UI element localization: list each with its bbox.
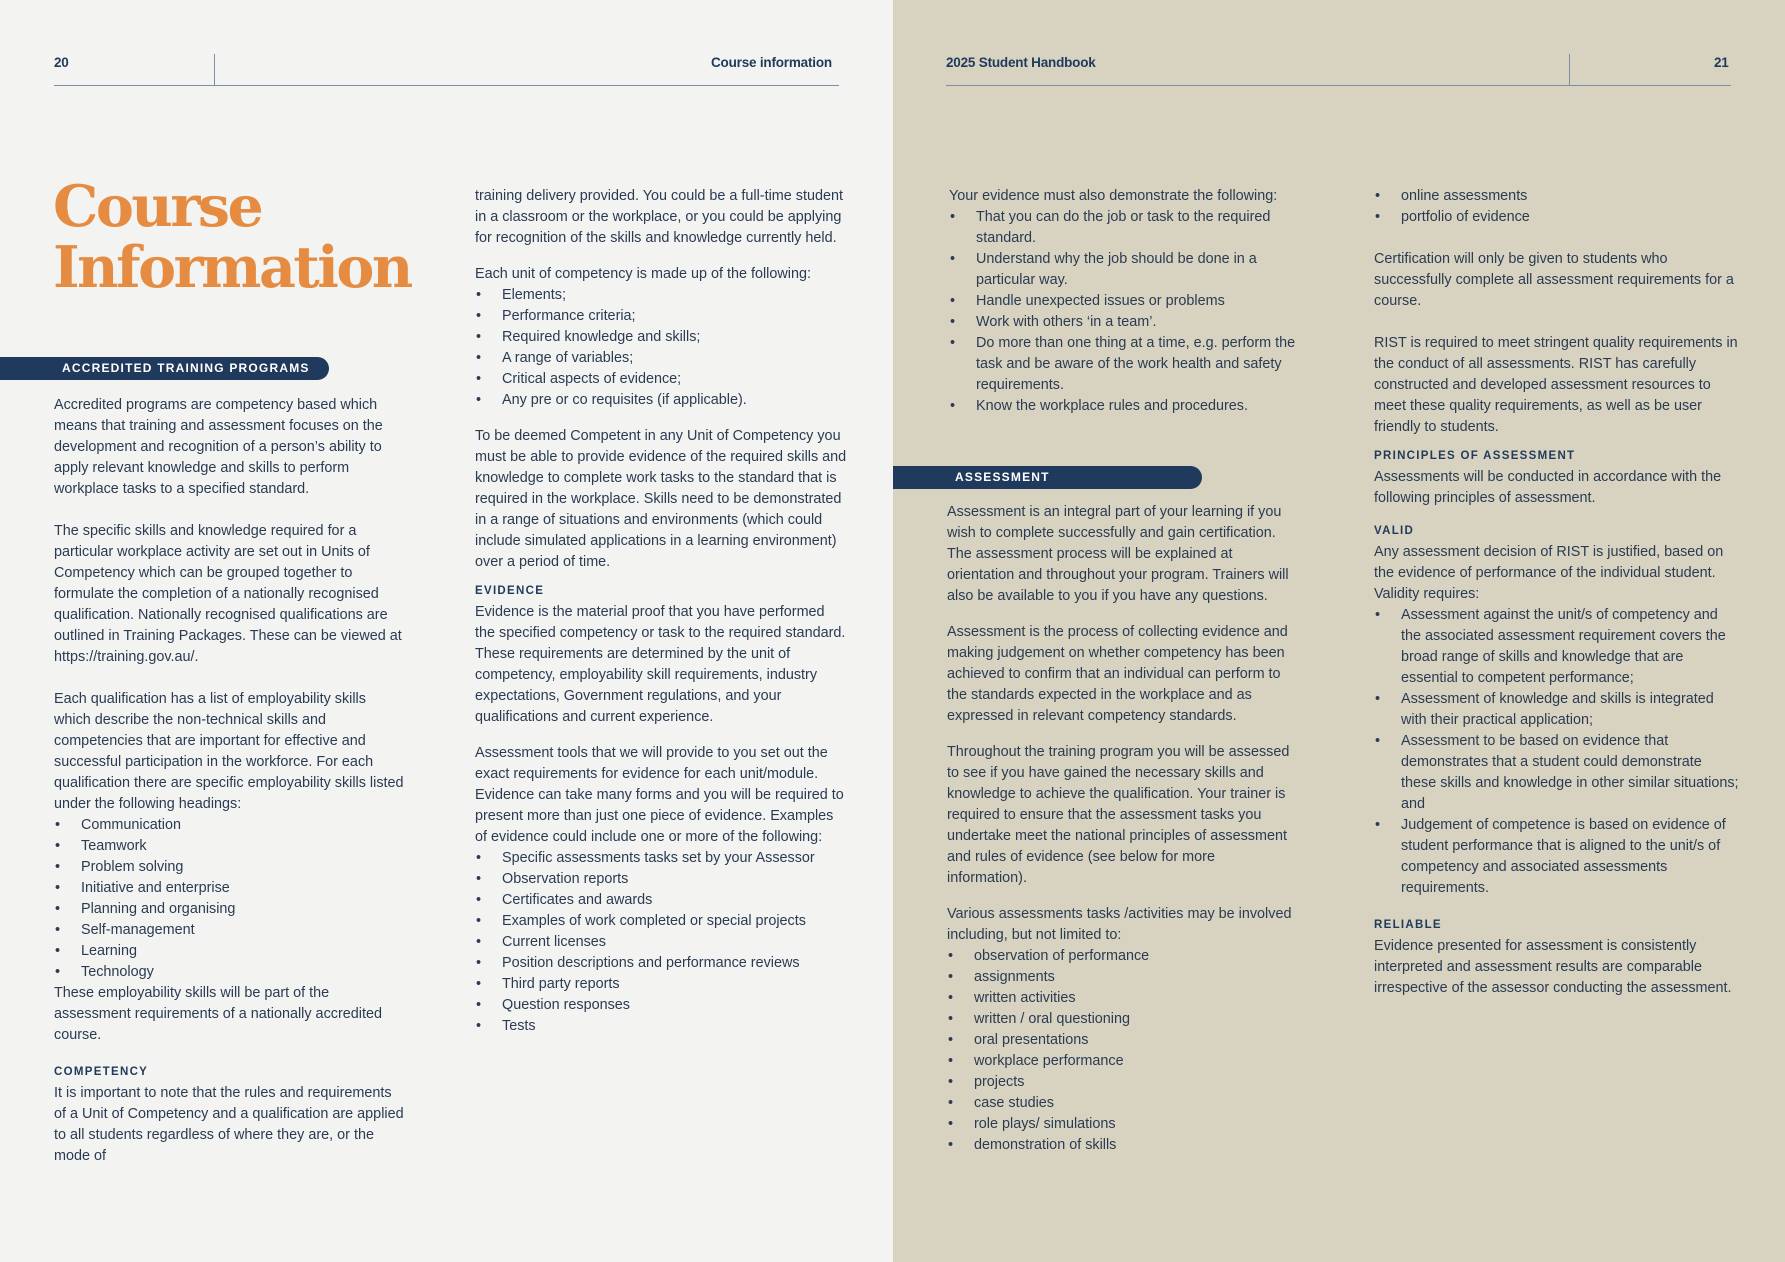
list-item: • assignments (947, 967, 1297, 988)
evidence-examples-list (475, 848, 847, 1037)
list-item: • Any pre or co requisites (if applicable). (475, 390, 847, 411)
skills-knowledge-para: The specific skills and knowledge required for a particular workplace activity are set out in Units of Competency which can be grouped together to formulate the completion of a nationally recognised qualification. Nationally recognised qualifications are outlined in Training Packages. These can be viewed at https://training.gov.au/. (54, 523, 402, 665)
page-number-right: 21 (1714, 55, 1729, 70)
reliable-heading: RELIABLE (1374, 919, 1442, 931)
running-header-right: 2025 Student Handbook (946, 55, 1096, 70)
list-item: • Observation reports (475, 869, 847, 890)
right-page (893, 0, 1785, 1262)
list-item: • written / oral questioning (947, 1009, 1297, 1030)
list-item: • Certificates and awards (475, 890, 847, 911)
list-item: • A range of variables; (475, 348, 847, 369)
competent-para: To be deemed Competent in any Unit of Competency you must be able to provide evidence of the required skills and knowledge to complete work tasks to the standard that is required in the workplace. Skills need to be demonstrated in a range of situations and environments (which could include simulated applications in a learning environment) over a period of time. (475, 428, 847, 570)
page-number-left: 20 (54, 55, 69, 70)
header-tick-left (214, 54, 215, 86)
left-column-1 (54, 395, 404, 1167)
assessment-forms-list (1374, 186, 1739, 228)
list-item: • Handle unexpected issues or problems (949, 291, 1299, 312)
list-item: • Elements; (475, 285, 847, 306)
list-item: • Technology (54, 962, 404, 983)
list-item: • Third party reports (475, 974, 847, 995)
list-item: • online assessments (1374, 186, 1739, 207)
right-column-2 (1374, 186, 1739, 999)
list-item: • Performance criteria; (475, 306, 847, 327)
list-item: • demonstration of skills (947, 1135, 1297, 1156)
accredited-intro: Accredited programs are competency based which means that training and assessment focuses on the development and recognition of a person’s ability to apply relevant knowledge and skills to perform workplace tasks to a specified standard. (54, 397, 383, 497)
header-rule-right (946, 85, 1731, 86)
right-column-1-lower (947, 502, 1297, 1156)
list-item: • Assessment to be based on evidence that demonstrates that a student could demonstrate these skills and knowledge in other similar situations; and (1374, 731, 1739, 815)
left-column-2 (475, 186, 847, 1037)
list-item: • Question responses (475, 995, 847, 1016)
list-item: • Learning (54, 941, 404, 962)
activities-intro: Various assessments tasks /activities may be involved including, but not limited to: (947, 906, 1292, 943)
list-item: • Assessment of knowledge and skills is integrated with their practical application; (1374, 689, 1739, 731)
list-item: • Do more than one thing at a time, e.g. perform the task and be aware of the work health and safety requirements. (949, 333, 1299, 396)
assessment-process-para: Assessment is the process of collecting evidence and making judgement on whether competency has been achieved to confirm that an individual can perform to the standards expected in the workplace and as expressed in relevant competency standards. (947, 624, 1288, 724)
quality-para: RIST is required to meet stringent quality requirements in the conduct of all assessments. RIST has carefully constructed and developed assessment resources to meet these quality requirements, as well as be user friendly to students. (1374, 335, 1738, 435)
page-title (53, 173, 411, 301)
employability-para: Each qualification has a list of employability skills which describe the non-technical skills and competencies that are important for effective and successful participation in the workforce. For each qualification there are specific employability skills listed under the following headings: (54, 691, 404, 812)
delivery-para: training delivery provided. You could be a full-time student in a classroom or the workplace, or you could be applying for recognition of the skills and knowledge currently held. (475, 188, 843, 246)
assessment-intro: Assessment is an integral part of your learning if you wish to complete successfully and gain certification. The assessment process will be explained at orientation and throughout your program. Trainers will also be available to you if you have any questions. (947, 504, 1289, 604)
reliable-para: Evidence presented for assessment is consistently interpreted and assessment results are comparable irrespective of the assessor conducting the assessment. (1374, 938, 1732, 996)
list-item: • Communication (54, 815, 404, 836)
list-item: • That you can do the job or task to the required standard. (949, 207, 1299, 249)
competency-heading: COMPETENCY (54, 1066, 149, 1078)
list-item: • Know the workplace rules and procedures. (949, 396, 1299, 417)
list-item: • written activities (947, 988, 1297, 1009)
list-item: • Teamwork (54, 836, 404, 857)
list-item: • role plays/ simulations (947, 1114, 1297, 1135)
demonstrate-list (949, 207, 1299, 417)
list-item: • case studies (947, 1093, 1297, 1114)
evidence-heading: EVIDENCE (475, 585, 545, 597)
list-item: • Initiative and enterprise (54, 878, 404, 899)
list-item: • Work with others ‘in a team’. (949, 312, 1299, 333)
list-item: • Specific assessments tasks set by your Assessor (475, 848, 847, 869)
title-line-1: Course (53, 173, 262, 240)
valid-heading: VALID (1374, 525, 1415, 537)
section-band-accredited: ACCREDITED TRAINING PROGRAMS (0, 357, 329, 380)
list-item: • Self-management (54, 920, 404, 941)
list-item: • Required knowledge and skills; (475, 327, 847, 348)
list-item: • Planning and organising (54, 899, 404, 920)
evidence-para: Evidence is the material proof that you have performed the specified competency or task to the required standard. These requirements are determined by the unit of competency, employability skill requirements, industry expectations, Government regulations, and your qualifications and current experience. (475, 604, 846, 725)
right-column-1 (949, 186, 1299, 417)
certification-para: Certification will only be given to students who successfully complete all assessment requirements for a course. (1374, 251, 1734, 309)
list-item: • workplace performance (947, 1051, 1297, 1072)
header-tick-right (1569, 54, 1570, 86)
section-band-assessment: ASSESSMENT (893, 466, 1202, 489)
list-item: • Position descriptions and performance reviews (475, 953, 847, 974)
unit-components-list (475, 285, 847, 411)
list-item: • Understand why the job should be done in a particular way. (949, 249, 1299, 291)
valid-para: Any assessment decision of RIST is justified, based on the evidence of performance of the individual student. Validity requires: (1374, 544, 1724, 602)
list-item: • observation of performance (947, 946, 1297, 967)
running-header-left: Course information (711, 55, 832, 70)
list-item: • oral presentations (947, 1030, 1297, 1051)
list-item: • Tests (475, 1016, 847, 1037)
list-item: • Examples of work completed or special projects (475, 911, 847, 932)
list-item: • Assessment against the unit/s of competency and the associated assessment requirement covers the broad range of skills and knowledge that are essential to competent performance; (1374, 605, 1739, 689)
competency-para: It is important to note that the rules and requirements of a Unit of Competency and a qualification are applied to all students regardless of where they are, or the mode of (54, 1085, 404, 1164)
list-item: • Problem solving (54, 857, 404, 878)
assessment-program-para: Throughout the training program you will be assessed to see if you have gained the necessary skills and knowledge to achieve the qualification. Your trainer is required to ensure that the assessment tasks you undertake meet the national principles of assessment and rules of evidence (see below for more information). (947, 744, 1290, 886)
validity-list (1374, 605, 1739, 899)
title-line-2: Information (53, 234, 411, 301)
principles-heading: PRINCIPLES OF ASSESSMENT (1374, 450, 1576, 462)
employability-skills-list (54, 815, 404, 983)
list-item: • projects (947, 1072, 1297, 1093)
assessment-tools-para: Assessment tools that we will provide to you set out the exact requirements for evidence for each unit/module. Evidence can take many forms and you will be required to present more than just one piece of evidence. Examples of evidence could include one or more of the following: (475, 745, 844, 845)
employability-closing: These employability skills will be part of the assessment requirements of a nationally accredited course. (54, 985, 382, 1043)
header-rule-left (54, 85, 839, 86)
list-item: • Critical aspects of evidence; (475, 369, 847, 390)
list-item: • Judgement of competence is based on evidence of student performance that is aligned to the unit/s of competency and associated assessments requirements. (1374, 815, 1739, 899)
unit-intro: Each unit of competency is made up of the following: (475, 266, 811, 282)
demonstrate-intro: Your evidence must also demonstrate the following: (949, 188, 1278, 204)
activities-list (947, 946, 1297, 1156)
principles-para: Assessments will be conducted in accordance with the following principles of assessment. (1374, 469, 1722, 506)
list-item: • portfolio of evidence (1374, 207, 1739, 228)
list-item: • Current licenses (475, 932, 847, 953)
